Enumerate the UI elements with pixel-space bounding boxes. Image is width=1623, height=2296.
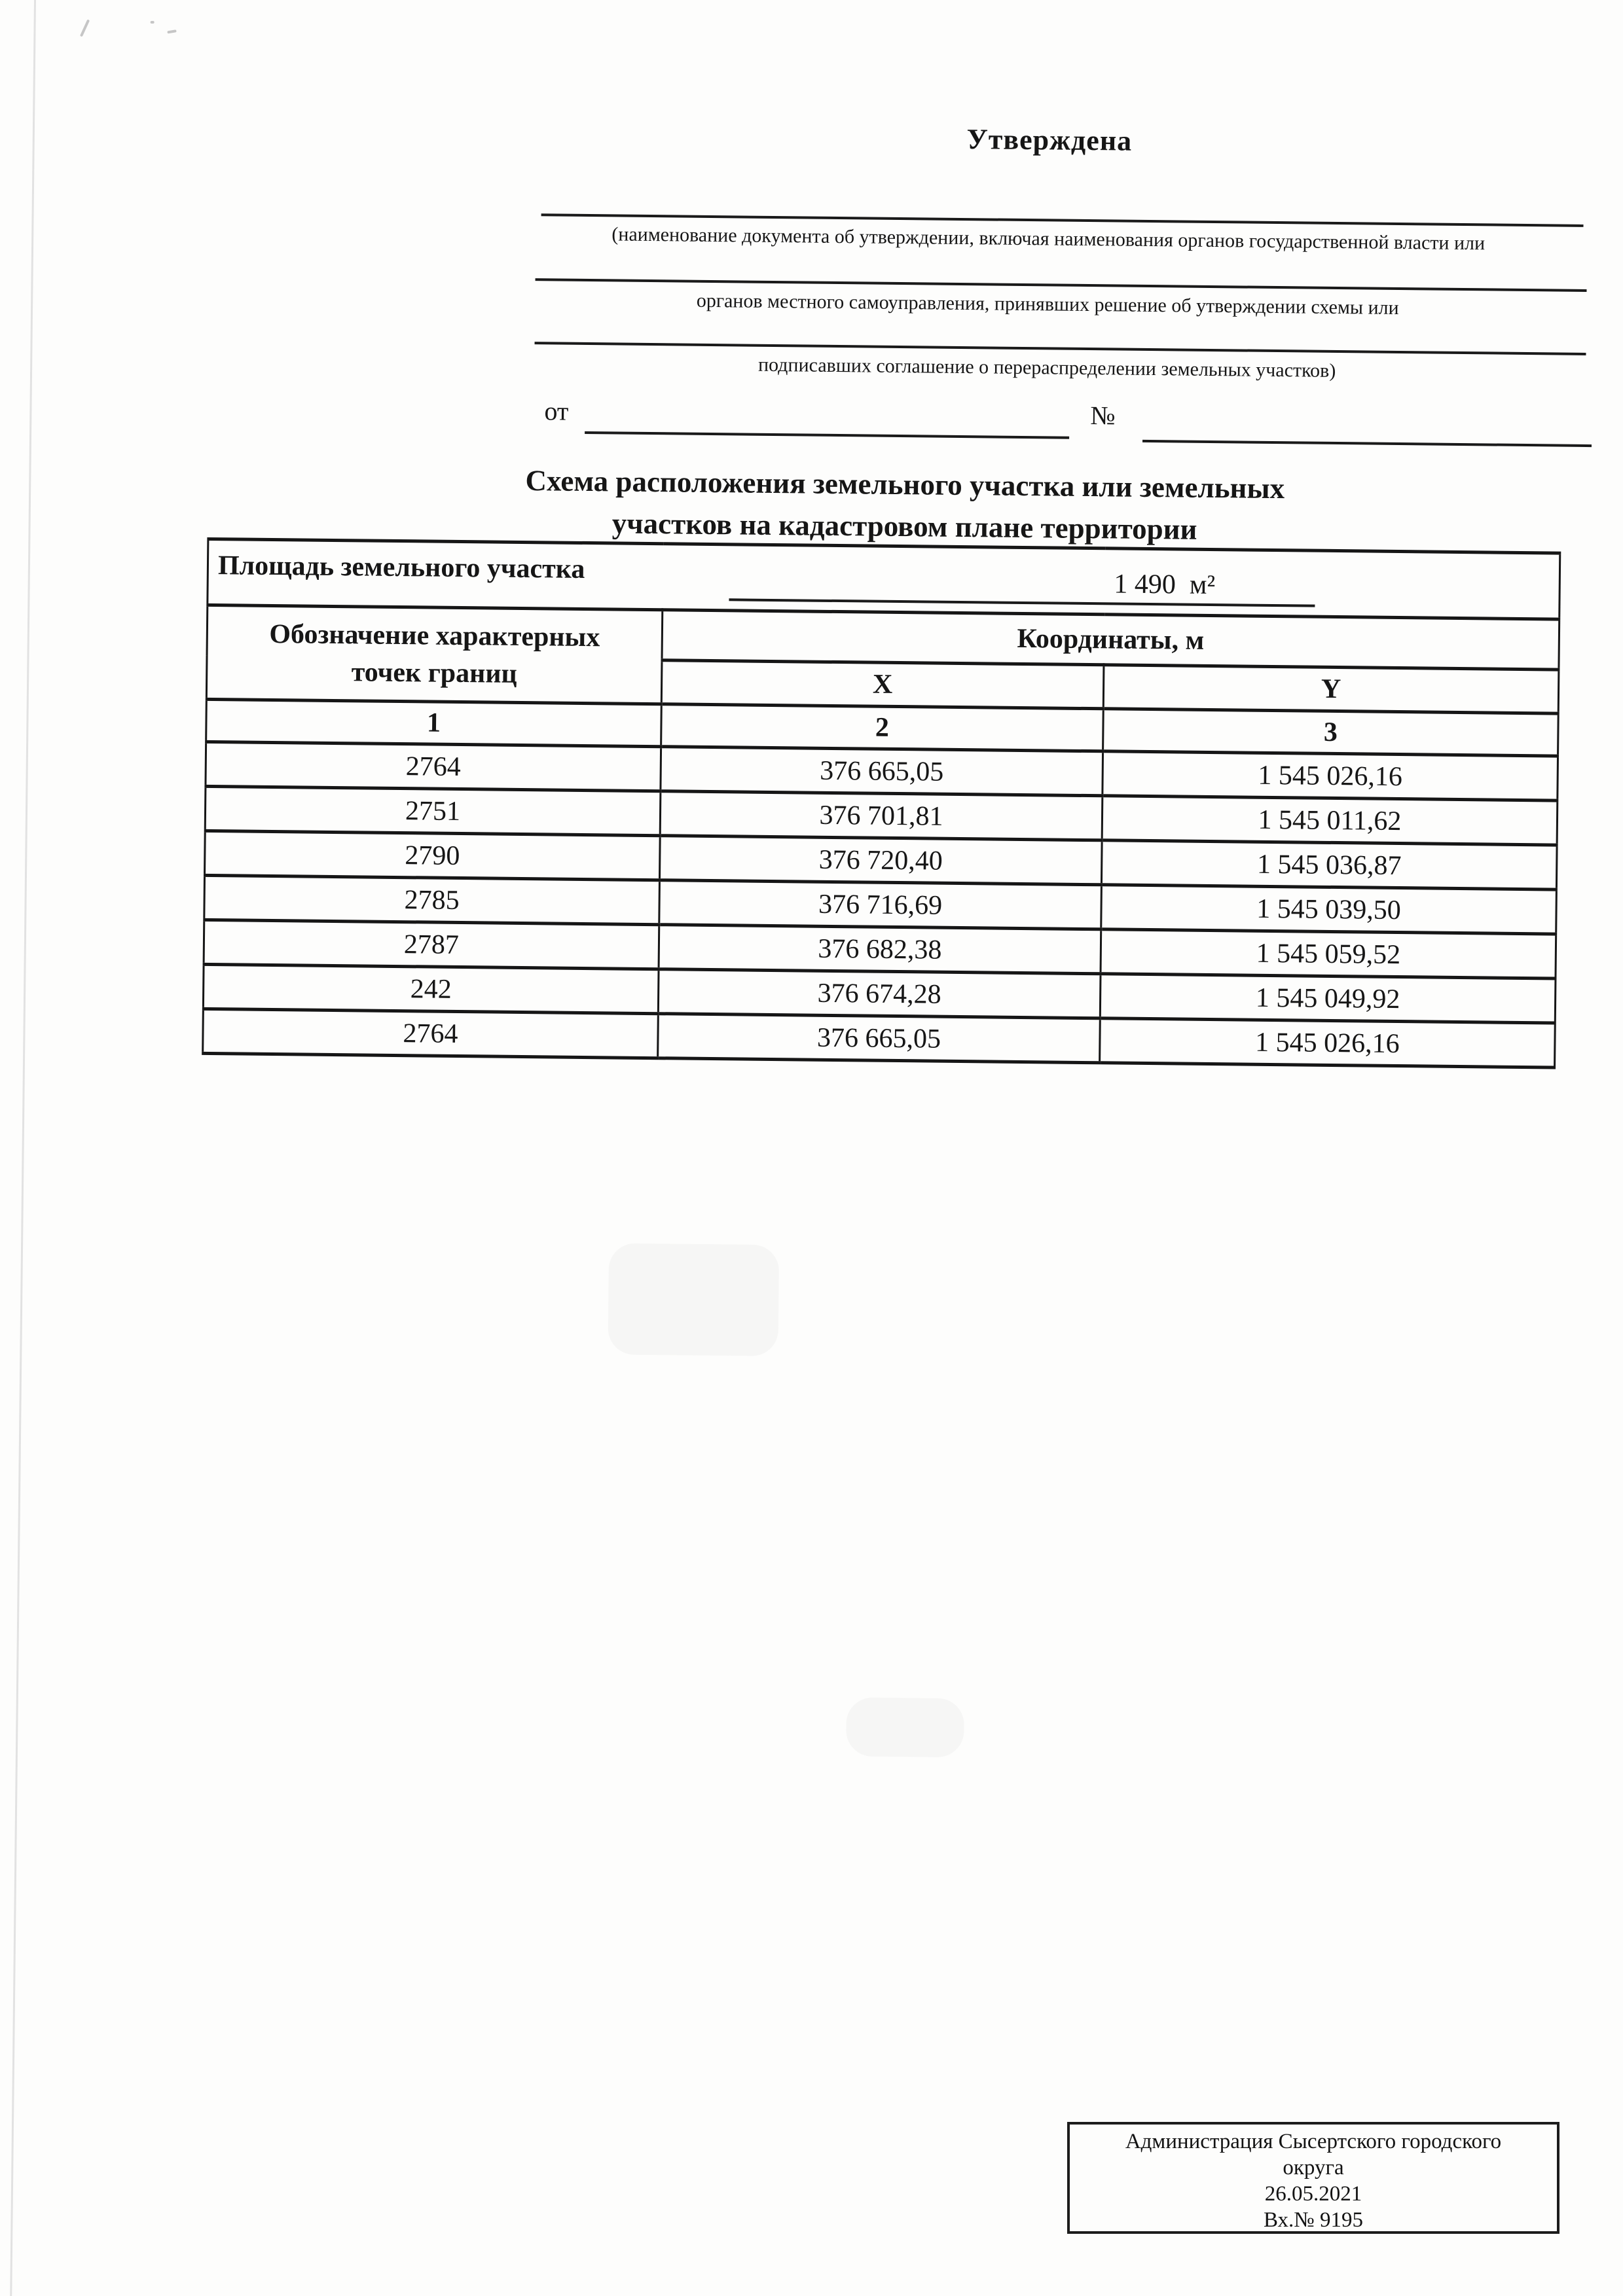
approved-heading: Утверждена [966,123,1133,157]
column-number-3: 3 [1103,709,1559,756]
document-title-line-1: Схема расположения земельного участка или земельных [525,464,1285,505]
land-area-label: Площадь земельного участка [217,550,585,584]
stamp-org-name-line-1: Администрация Сысертского городского [1125,2130,1502,2153]
scan-smudge [846,1697,964,1757]
land-area-value [1046,567,1282,601]
point-id: 2751 [205,786,661,835]
point-y: 1 545 026,16 [1103,751,1558,800]
scan-edge-artifact [10,0,36,2296]
point-y: 1 545 039,50 [1101,885,1557,934]
point-x: 376 720,40 [659,836,1102,885]
point-id: 2785 [204,875,660,924]
point-y: 1 545 026,16 [1100,1018,1556,1067]
from-date-blank-line [585,431,1069,439]
point-x: 376 701,81 [660,791,1103,840]
stamp-incoming-number: Вх.№ 9195 [1263,2208,1364,2232]
point-x: 376 665,05 [658,1014,1101,1063]
approval-caption-3: подписавших соглашение о перераспределении земельных участков) [757,353,1336,382]
stamp-org-name-line-2: округа [1283,2156,1344,2179]
point-x: 376 716,69 [659,880,1102,929]
y-axis-header: Y [1103,665,1559,713]
document-title-line-2: участков на кадастровом плане территории [611,507,1197,546]
coordinates-column-header: Координаты, м [662,610,1559,670]
column-number-2: 2 [661,704,1104,751]
coordinates-table [202,537,1561,1069]
point-y: 1 545 036,87 [1101,840,1557,889]
point-y: 1 545 059,52 [1101,929,1556,978]
scan-smudge [608,1243,779,1356]
approval-caption-2: органов местного самоуправления, принявших решение об утверждении схемы или [696,289,1399,319]
point-id: 2764 [203,1009,659,1058]
point-y: 1 545 011,62 [1102,796,1558,845]
point-id: 2787 [204,920,659,969]
point-id: 2764 [206,742,661,791]
number-blank-line [1142,440,1592,447]
point-id: 2790 [205,831,661,880]
from-label: от [544,396,569,426]
column-number-1: 1 [206,699,662,746]
point-id: 242 [203,964,659,1013]
land-area-unit: м² [1189,569,1216,601]
points-column-header: Обозначение характерных точек границ [206,605,662,704]
land-area-row [208,539,1560,619]
pencil-mark [80,19,90,37]
point-x: 376 665,05 [661,747,1103,796]
number-label: № [1090,401,1116,431]
stamp-date: 26.05.2021 [1264,2182,1362,2206]
pencil-mark [167,29,176,33]
land-area-number: 1 490 [1114,569,1176,600]
registration-stamp [1067,2122,1559,2234]
x-axis-header: X [661,660,1104,709]
point-x: 376 674,28 [658,969,1101,1018]
pencil-mark [151,21,155,24]
land-area-cell [208,539,1560,619]
approval-caption-1: (наименование документа об утверждении, включая наименования органов государственной власти или [611,223,1486,255]
point-y: 1 545 049,92 [1100,974,1556,1023]
point-x: 376 682,38 [659,925,1101,974]
